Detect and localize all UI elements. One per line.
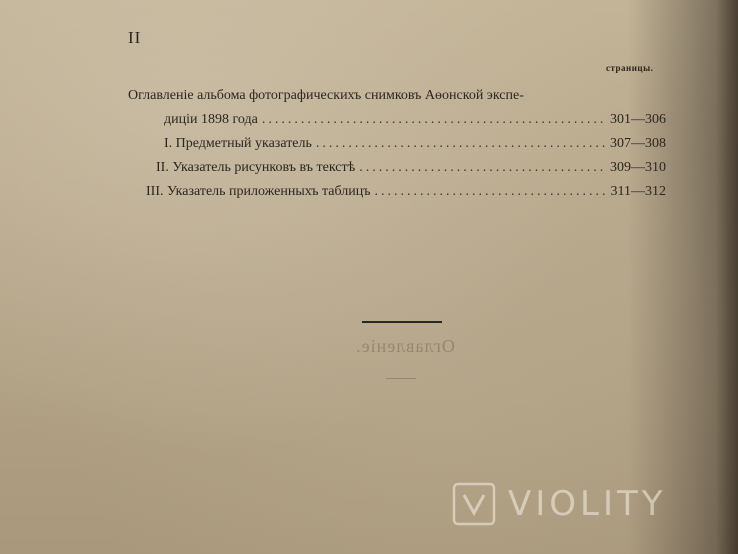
toc-leader-dots xyxy=(262,108,606,132)
page-number: II xyxy=(128,28,142,47)
toc-leader-dots xyxy=(359,156,606,180)
toc-entry-pages: 311—312 xyxy=(610,184,666,199)
toc-entry-subject-index xyxy=(110,132,666,156)
page-edge-shadow xyxy=(716,0,738,554)
toc-entry-plates-index xyxy=(110,180,666,204)
toc-entry-text: I. Предметный указатель xyxy=(164,136,312,151)
toc-entry-text: II. Указатель рисунковъ въ текстѣ xyxy=(156,160,356,175)
pages-column-heading: страницы. xyxy=(606,63,654,73)
toc-entry-pages: 309—310 xyxy=(610,160,666,175)
toc-leader-dots xyxy=(316,132,606,156)
table-of-contents xyxy=(110,84,666,204)
bleed-through-rule xyxy=(386,378,416,379)
toc-entry-figures-index xyxy=(110,156,666,180)
toc-leader-dots xyxy=(374,180,606,204)
bleed-through-title: Оглавленіе. xyxy=(355,336,455,356)
toc-entry-pages: 307—308 xyxy=(610,136,666,151)
violity-logo-icon xyxy=(452,482,496,526)
watermark-text: VIOLITY xyxy=(508,484,667,524)
toc-entry-album-line2 xyxy=(110,108,666,132)
section-divider-rule xyxy=(362,321,442,323)
toc-entry-album-line1 xyxy=(110,84,666,108)
toc-entry-text: III. Указатель приложенныхъ таблицъ xyxy=(146,184,371,199)
toc-entry-pages: 301—306 xyxy=(610,112,666,127)
toc-entry-text: Оглавленіе альбома фотографическихъ снимковъ Аѳонской экспе- xyxy=(128,88,524,103)
toc-entry-text: диціи 1898 года xyxy=(164,112,258,127)
violity-watermark xyxy=(452,482,667,526)
